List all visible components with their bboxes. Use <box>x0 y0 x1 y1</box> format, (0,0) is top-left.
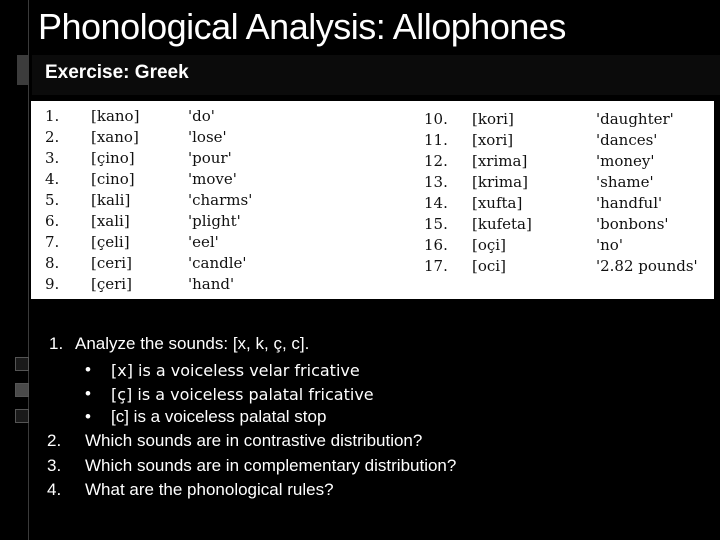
gloss: 'dances' <box>596 131 658 149</box>
question-number: 2. <box>47 431 62 450</box>
row-number: 15. <box>424 215 448 233</box>
row-number: 3. <box>45 149 60 167</box>
gloss: 'move' <box>188 170 237 188</box>
phonetic-form: [xufta] <box>472 194 523 212</box>
slide-subtitle: Exercise: Greek <box>45 62 189 83</box>
bullet-text: [x] is a voiceless velar fricative <box>111 361 360 380</box>
phonetic-form: [kori] <box>472 110 514 128</box>
question-number: 4. <box>47 480 62 499</box>
subtitle-marker <box>17 55 29 85</box>
side-square-icon <box>15 409 29 423</box>
gloss: 'handful' <box>596 194 663 212</box>
phonetic-form: [çeli] <box>91 233 130 251</box>
question-number: 3. <box>47 456 62 475</box>
bullet-mark: • <box>85 384 91 403</box>
gloss: 'bonbons' <box>596 215 669 233</box>
row-number: 8. <box>45 254 60 272</box>
phonetic-form: [oçi] <box>472 236 506 254</box>
row-number: 12. <box>424 152 448 170</box>
phonetic-form: [kufeta] <box>472 215 532 233</box>
gloss: 'no' <box>596 236 623 254</box>
phonetic-form: [krima] <box>472 173 528 191</box>
greek-data-table <box>31 101 714 299</box>
bullet-text: [ç] is a voiceless palatal fricative <box>111 385 374 404</box>
question-text: What are the phonological rules? <box>85 480 334 499</box>
slide-title: Phonological Analysis: Allophones <box>38 6 566 47</box>
question-number: 1. <box>49 334 64 353</box>
row-number: 2. <box>45 128 60 146</box>
gloss: 'shame' <box>596 173 654 191</box>
phonetic-form: [cino] <box>91 170 135 188</box>
bullet-text: [c] is a voiceless palatal stop <box>111 407 327 426</box>
bullet-mark: • <box>85 407 91 426</box>
phonetic-form: [oci] <box>472 257 506 275</box>
row-number: 10. <box>424 110 448 128</box>
side-square-icon <box>15 357 29 371</box>
phonetic-form: [çino] <box>91 149 135 167</box>
phonetic-form: [xano] <box>91 128 139 146</box>
phonetic-form: [xrima] <box>472 152 528 170</box>
row-number: 14. <box>424 194 448 212</box>
gloss: 'candle' <box>188 254 247 272</box>
gloss: 'eel' <box>188 233 219 251</box>
row-number: 9. <box>45 275 60 293</box>
phonetic-form: [çeri] <box>91 275 132 293</box>
question-text: Which sounds are in contrastive distribution? <box>85 431 423 450</box>
row-number: 13. <box>424 173 448 191</box>
question-text: Which sounds are in complementary distribution? <box>85 456 457 475</box>
gloss: 'lose' <box>188 128 227 146</box>
gloss: 'money' <box>596 152 655 170</box>
row-number: 7. <box>45 233 60 251</box>
side-square-icon <box>15 383 29 397</box>
gloss: '2.82 pounds' <box>596 257 698 275</box>
row-number: 16. <box>424 236 448 254</box>
row-number: 5. <box>45 191 60 209</box>
row-number: 4. <box>45 170 60 188</box>
gloss: 'daughter' <box>596 110 674 128</box>
question-text: Analyze the sounds: [x, k, ç, c]. <box>75 334 310 353</box>
row-number: 11. <box>424 131 448 149</box>
row-number: 17. <box>424 257 448 275</box>
phonetic-form: [xori] <box>472 131 514 149</box>
phonetic-form: [xali] <box>91 212 130 230</box>
gloss: 'charms' <box>188 191 253 209</box>
gloss: 'plight' <box>188 212 241 230</box>
gloss: 'hand' <box>188 275 235 293</box>
gloss: 'pour' <box>188 149 232 167</box>
phonetic-form: [kano] <box>91 107 140 125</box>
phonetic-form: [ceri] <box>91 254 132 272</box>
bullet-mark: • <box>85 360 91 379</box>
phonetic-form: [kali] <box>91 191 131 209</box>
row-number: 6. <box>45 212 60 230</box>
row-number: 1. <box>45 107 60 125</box>
gloss: 'do' <box>188 107 215 125</box>
